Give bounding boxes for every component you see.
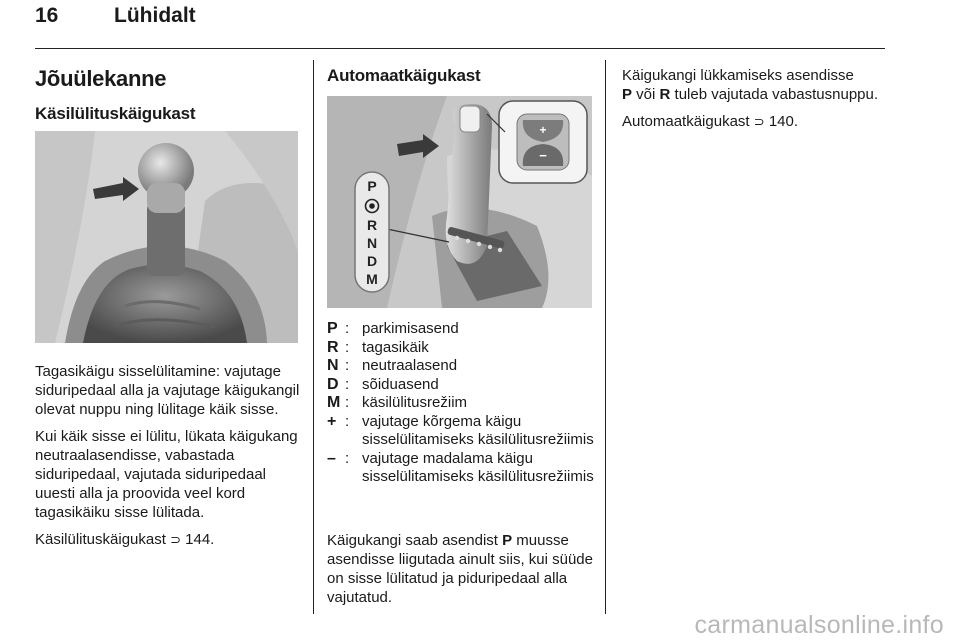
release-button-text: Käigukangi lükkamiseks asendisse P või R tuleb vajutada vabastusnuppu. Automaatkäigukast ⊃ 140. xyxy=(622,66,890,140)
reference-arrow-icon: ⊃ xyxy=(753,115,765,130)
watermark: carmanualsonline.info xyxy=(694,611,944,639)
legend-row-p: P : parkimisasend xyxy=(327,320,459,337)
manual-paragraph-1: Tagasikäigu sisselülitamine: vajutage siduripedaal alla ja vajutage käigukangil olevat nuppu ning lülitage käik sisse. xyxy=(35,363,300,418)
gate-label-m: M xyxy=(366,271,378,287)
manual-reference[interactable] xyxy=(35,530,300,550)
reference-page: 140. xyxy=(768,113,799,130)
legend-row-r: R : tagasikäik xyxy=(327,338,429,356)
automatic-gearbox-text: Käigukangi saab asendist P muusse asendisse liigutada ainult siis, kui süüde on sisse lülitatud ja piduripedaal alla vajutatud. xyxy=(327,532,593,606)
reference-text: Automaatkäigukast xyxy=(622,113,750,130)
gate-label-d: D xyxy=(366,253,378,269)
manual-gearbox-title: Käsilülituskäigukast xyxy=(35,104,196,123)
manual-paragraph-2: Kui käik sisse ei lülitu, lükata käigukang neutraalasendisse, vabastada siduripedaal, vajutada siduripedaal uuesti alla ja proovida veel kord tagasikäiku sisse lülitada. xyxy=(35,428,298,521)
legend-row-n: N : neutraalasend xyxy=(327,357,458,374)
automatic-reference[interactable] xyxy=(622,112,890,132)
section-title: Jõuülekanne xyxy=(35,66,167,91)
manual-gearshift-illustration xyxy=(35,131,298,343)
bold-r: R xyxy=(659,86,671,103)
column-divider-1 xyxy=(313,60,314,614)
column-divider-2 xyxy=(605,60,606,614)
automatic-gearshift-illustration xyxy=(327,96,592,308)
bold-p: P xyxy=(622,86,633,103)
gate-label-r: R xyxy=(366,217,378,233)
chapter-title: Lühidalt xyxy=(114,4,196,27)
legend-row-m: M : käsilülitusrežiim xyxy=(327,394,468,411)
gear-position-legend xyxy=(327,320,597,487)
legend-row-minus: – : vajutage madalama käigu sisselülitamiseks käsilülitusrežiimis xyxy=(327,449,594,485)
legend-row-plus: + : vajutage kõrgema käigu sisselülitamiseks käsilülitusrežiimis xyxy=(327,412,594,448)
page-number: 16 xyxy=(35,4,59,27)
header-rule xyxy=(35,48,885,49)
park-lock-icon-center xyxy=(369,203,375,209)
manual-gearbox-text xyxy=(35,362,300,558)
automatic-gearbox-title: Automaatkäigukast xyxy=(327,66,481,85)
svg-text:+: + xyxy=(539,123,547,137)
bold-p: P xyxy=(502,532,513,549)
reference-page: 144. xyxy=(185,531,215,548)
plus-icon: + xyxy=(327,412,337,430)
svg-text:−: − xyxy=(539,148,547,163)
gate-label-p: P xyxy=(367,178,377,194)
minus-icon: – xyxy=(327,449,336,467)
reference-arrow-icon: ⊃ xyxy=(170,533,181,548)
reference-text: Käsilülituskäigukast xyxy=(35,531,166,548)
gate-label-n: N xyxy=(366,235,378,251)
legend-row-d: D : sõiduasend xyxy=(327,375,439,393)
